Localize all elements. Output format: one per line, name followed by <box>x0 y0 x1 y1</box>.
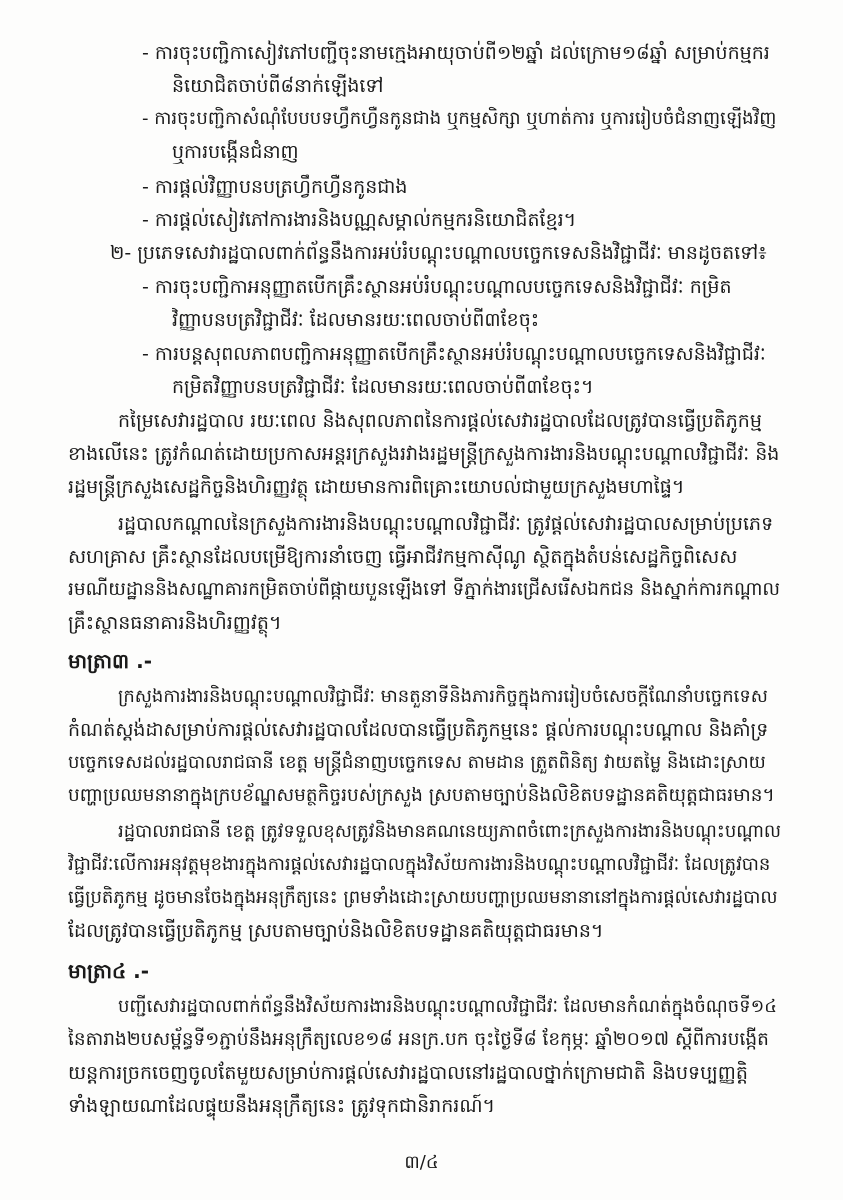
paragraph-line: រដ្ឋបាលរាជធានី ខេត្ត ត្រូវទទួលខុសត្រូវនិងមានគណនេយ្យភាពចំពោះក្រសួងការងារនិងបណ្ដុះបណ្ដាល <box>118 821 782 842</box>
paragraph-line: សហគ្រាស គ្រឹះស្ថានដែលបម្រើឱ្យការនាំចេញ ធ្វើអាជីវកម្មកាស៊ីណូ ស្ថិតក្នុងតំបន់សេដ្ឋកិច្ចពិសេស <box>68 546 738 568</box>
bullet-line: - ការចុះបញ្ជិកាអនុញ្ញាតបើកគ្រឹះស្ថានអប់រំបណ្ដុះបណ្ដាលបច្ចេកទេសនិងវិជ្ជាជីវៈ កម្រិត <box>142 276 732 298</box>
item-2-title: ២- ប្រភេទសេវារដ្ឋបាលពាក់ព័ន្ធនឹងការអប់រំបណ្ដុះបណ្ដាលបច្ចេកទេសនិងវិជ្ជាជីវៈ មានដូចតទៅ៖ <box>110 242 767 264</box>
paragraph-line: ដែលត្រូវបានធ្វើប្រតិភូកម្ម ស្របតាមច្បាប់និងលិខិតបទដ្ឋានគតិយុត្តជាធរមាន។ <box>68 920 604 942</box>
bullet-line: - ការបន្តសុពលភាពបញ្ជិកាអនុញ្ញាតបើកគ្រឹះស្ថានអប់រំបណ្ដុះបណ្ដាលបច្ចេកទេសនិងវិជ្ជាជីវៈ <box>142 343 766 365</box>
bullet-line: ឬការបង្កើនជំនាញ <box>172 141 299 163</box>
paragraph-line: កម្រៃសេវារដ្ឋបាល រយៈពេល និងសុពលភាពនៃការផ្ដល់សេវារដ្ឋបាលដែលត្រូវបានធ្វើប្រតិភូកម្ម <box>118 410 762 432</box>
paragraph-line: រដ្ឋមន្ត្រីក្រសួងសេដ្ឋកិច្ចនិងហិរញ្ញវត្ថុ ដោយមានការពិគ្រោះយោបល់ជាមួយក្រសួងមហាផ្ទៃ។ <box>68 476 685 498</box>
bullet-line: និយោជិតចាប់ពី៨នាក់ឡើងទៅ <box>172 75 384 97</box>
bullet-line: កម្រិតវិញ្ញាបនបត្រវិជ្ជាជីវៈ ដែលមានរយៈពេលចាប់ពី៣ខែចុះ។ <box>172 376 594 398</box>
paragraph-line: បញ្ជីសេវារដ្ឋបាលពាក់ព័ន្ធនឹងវិស័យការងារនិងបណ្ដុះបណ្ដាលវិជ្ជាជីវៈ ដែលមានកំណត់ក្នុងចំណុចទី១៤ <box>118 996 777 1017</box>
bullet-line: វិញ្ញាបនបត្រវិជ្ជាជីវៈ ដែលមានរយៈពេលចាប់ពី៣ខែចុះ <box>172 309 540 331</box>
paragraph-line: ទាំងឡាយណាដែលផ្ទុយនឹងអនុក្រឹត្យនេះ ត្រូវទុកជានិរាករណ៍។ <box>68 1095 496 1117</box>
article-4-heading: មាត្រា៤ .- <box>68 959 150 983</box>
paragraph-line: យន្តការច្រកចេញចូលតែមួយសម្រាប់ការផ្ដល់សេវារដ្ឋបាលនៅរដ្ឋបាលថ្នាក់ក្រោមជាតិ និងបទប្បញ្ញត្តិ <box>68 1062 748 1084</box>
article-3-heading: មាត្រា៣ .- <box>68 649 152 673</box>
paragraph-line: វិជ្ជាជីវៈលើការអនុវត្តមុខងារក្នុងការផ្ដល់សេវារដ្ឋបាលក្នុងវិស័យការងារនិងបណ្ដុះបណ្ដាលវិជ្ជាជីវៈ ដែលត្រូវបាន <box>68 854 771 875</box>
paragraph-line: រដ្ឋបាលកណ្ដាលនៃក្រសួងការងារនិងបណ្ដុះបណ្ដាលវិជ្ជាជីវៈ ត្រូវផ្ដល់សេវារដ្ឋបាលសម្រាប់ប្រភេទ <box>118 513 774 535</box>
bullet-line: - ការផ្ដល់សៀវភៅការងារនិងបណ្ណសម្គាល់កម្មករនិយោជិតខ្មែរ។ <box>142 209 577 231</box>
page-number: ៣/៤ <box>404 1152 439 1173</box>
paragraph-line: បច្ចេកទេសដល់រដ្ឋបាលរាជធានី ខេត្ត មន្ត្រីជំនាញបច្ចេកទេស តាមដាន ត្រួតពិនិត្យ វាយតម្លៃ និងដោះស្រាយ <box>68 752 766 773</box>
paragraph-line: ធ្វើប្រតិភូកម្ម ដូចមានចែងក្នុងអនុក្រឹត្យនេះ ព្រមទាំងដោះស្រាយបញ្ហាប្រឈមនានានៅក្នុងការផ្ដល់សេវារដ្ឋបាល <box>68 887 778 908</box>
paragraph-line: កំណត់ស្ដង់ដាសម្រាប់ការផ្ដល់សេវារដ្ឋបាលដែលបានធ្វើប្រតិភូកម្មនេះ ផ្ដល់ការបណ្ដុះបណ្ដាល និងគាំទ្រ <box>68 719 769 741</box>
paragraph-line: ក្រសួងការងារនិងបណ្ដុះបណ្ដាលវិជ្ជាជីវៈ មានតួនាទីនិងភារកិច្ចក្នុងការរៀបចំសេចក្ដីណែនាំបច្ចេកទេស <box>118 686 768 707</box>
paragraph-line: គ្រឹះស្ថានធនាគារនិងហិរញ្ញវត្ថុ។ <box>68 612 282 634</box>
paragraph-line: នៃតារាង២បសម្ព័ន្ធទី១ភ្ជាប់នឹងអនុក្រឹត្យលេខ១៨ អនក្រ.បក ចុះថ្ងៃទី៨ ខែកុម្ភៈ ឆ្នាំ២០១៧ ស្ដីពីការបង្កើត <box>68 1029 769 1050</box>
bullet-line: - ការចុះបញ្ជិកាសៀវភៅបញ្ជីចុះនាមក្មេងអាយុចាប់ពី១២ឆ្នាំ ដល់ក្រោម១៨ឆ្នាំ សម្រាប់កម្មករ <box>142 42 770 64</box>
paragraph-line: ខាងលើនេះ ត្រូវកំណត់ដោយប្រកាសអន្តរក្រសួងរវាងរដ្ឋមន្ត្រីក្រសួងការងារនិងបណ្ដុះបណ្ដាលវិជ្ជាជីវៈ និង <box>68 443 780 465</box>
bullet-line: - ការចុះបញ្ជិកាសំណុំបែបបទហ្វឹកហ្វឺនកូនជាង ឬកម្មសិក្សា ឬហាត់ការ ឬការរៀបចំជំនាញឡើងវិញ <box>142 108 777 129</box>
paragraph-line: រមណីយដ្ឋាននិងសណ្ឋាគារកម្រិតចាប់ពីផ្កាយបួនឡើងទៅ ទីភ្នាក់ងារជ្រើសរើសឯកជន និងស្នាក់ការកណ្ដាល <box>68 579 781 600</box>
paragraph-line: បញ្ហាប្រឈមនានាក្នុងក្របខ័ណ្ឌសមត្ថកិច្ចរបស់ក្រសួង ស្របតាមច្បាប់និងលិខិតបទដ្ឋានគតិយុត្តជាធរមាន។ <box>68 785 775 806</box>
bullet-line: - ការផ្ដល់វិញ្ញាបនបត្រហ្វឹកហ្វឺនកូនជាង <box>142 176 408 198</box>
